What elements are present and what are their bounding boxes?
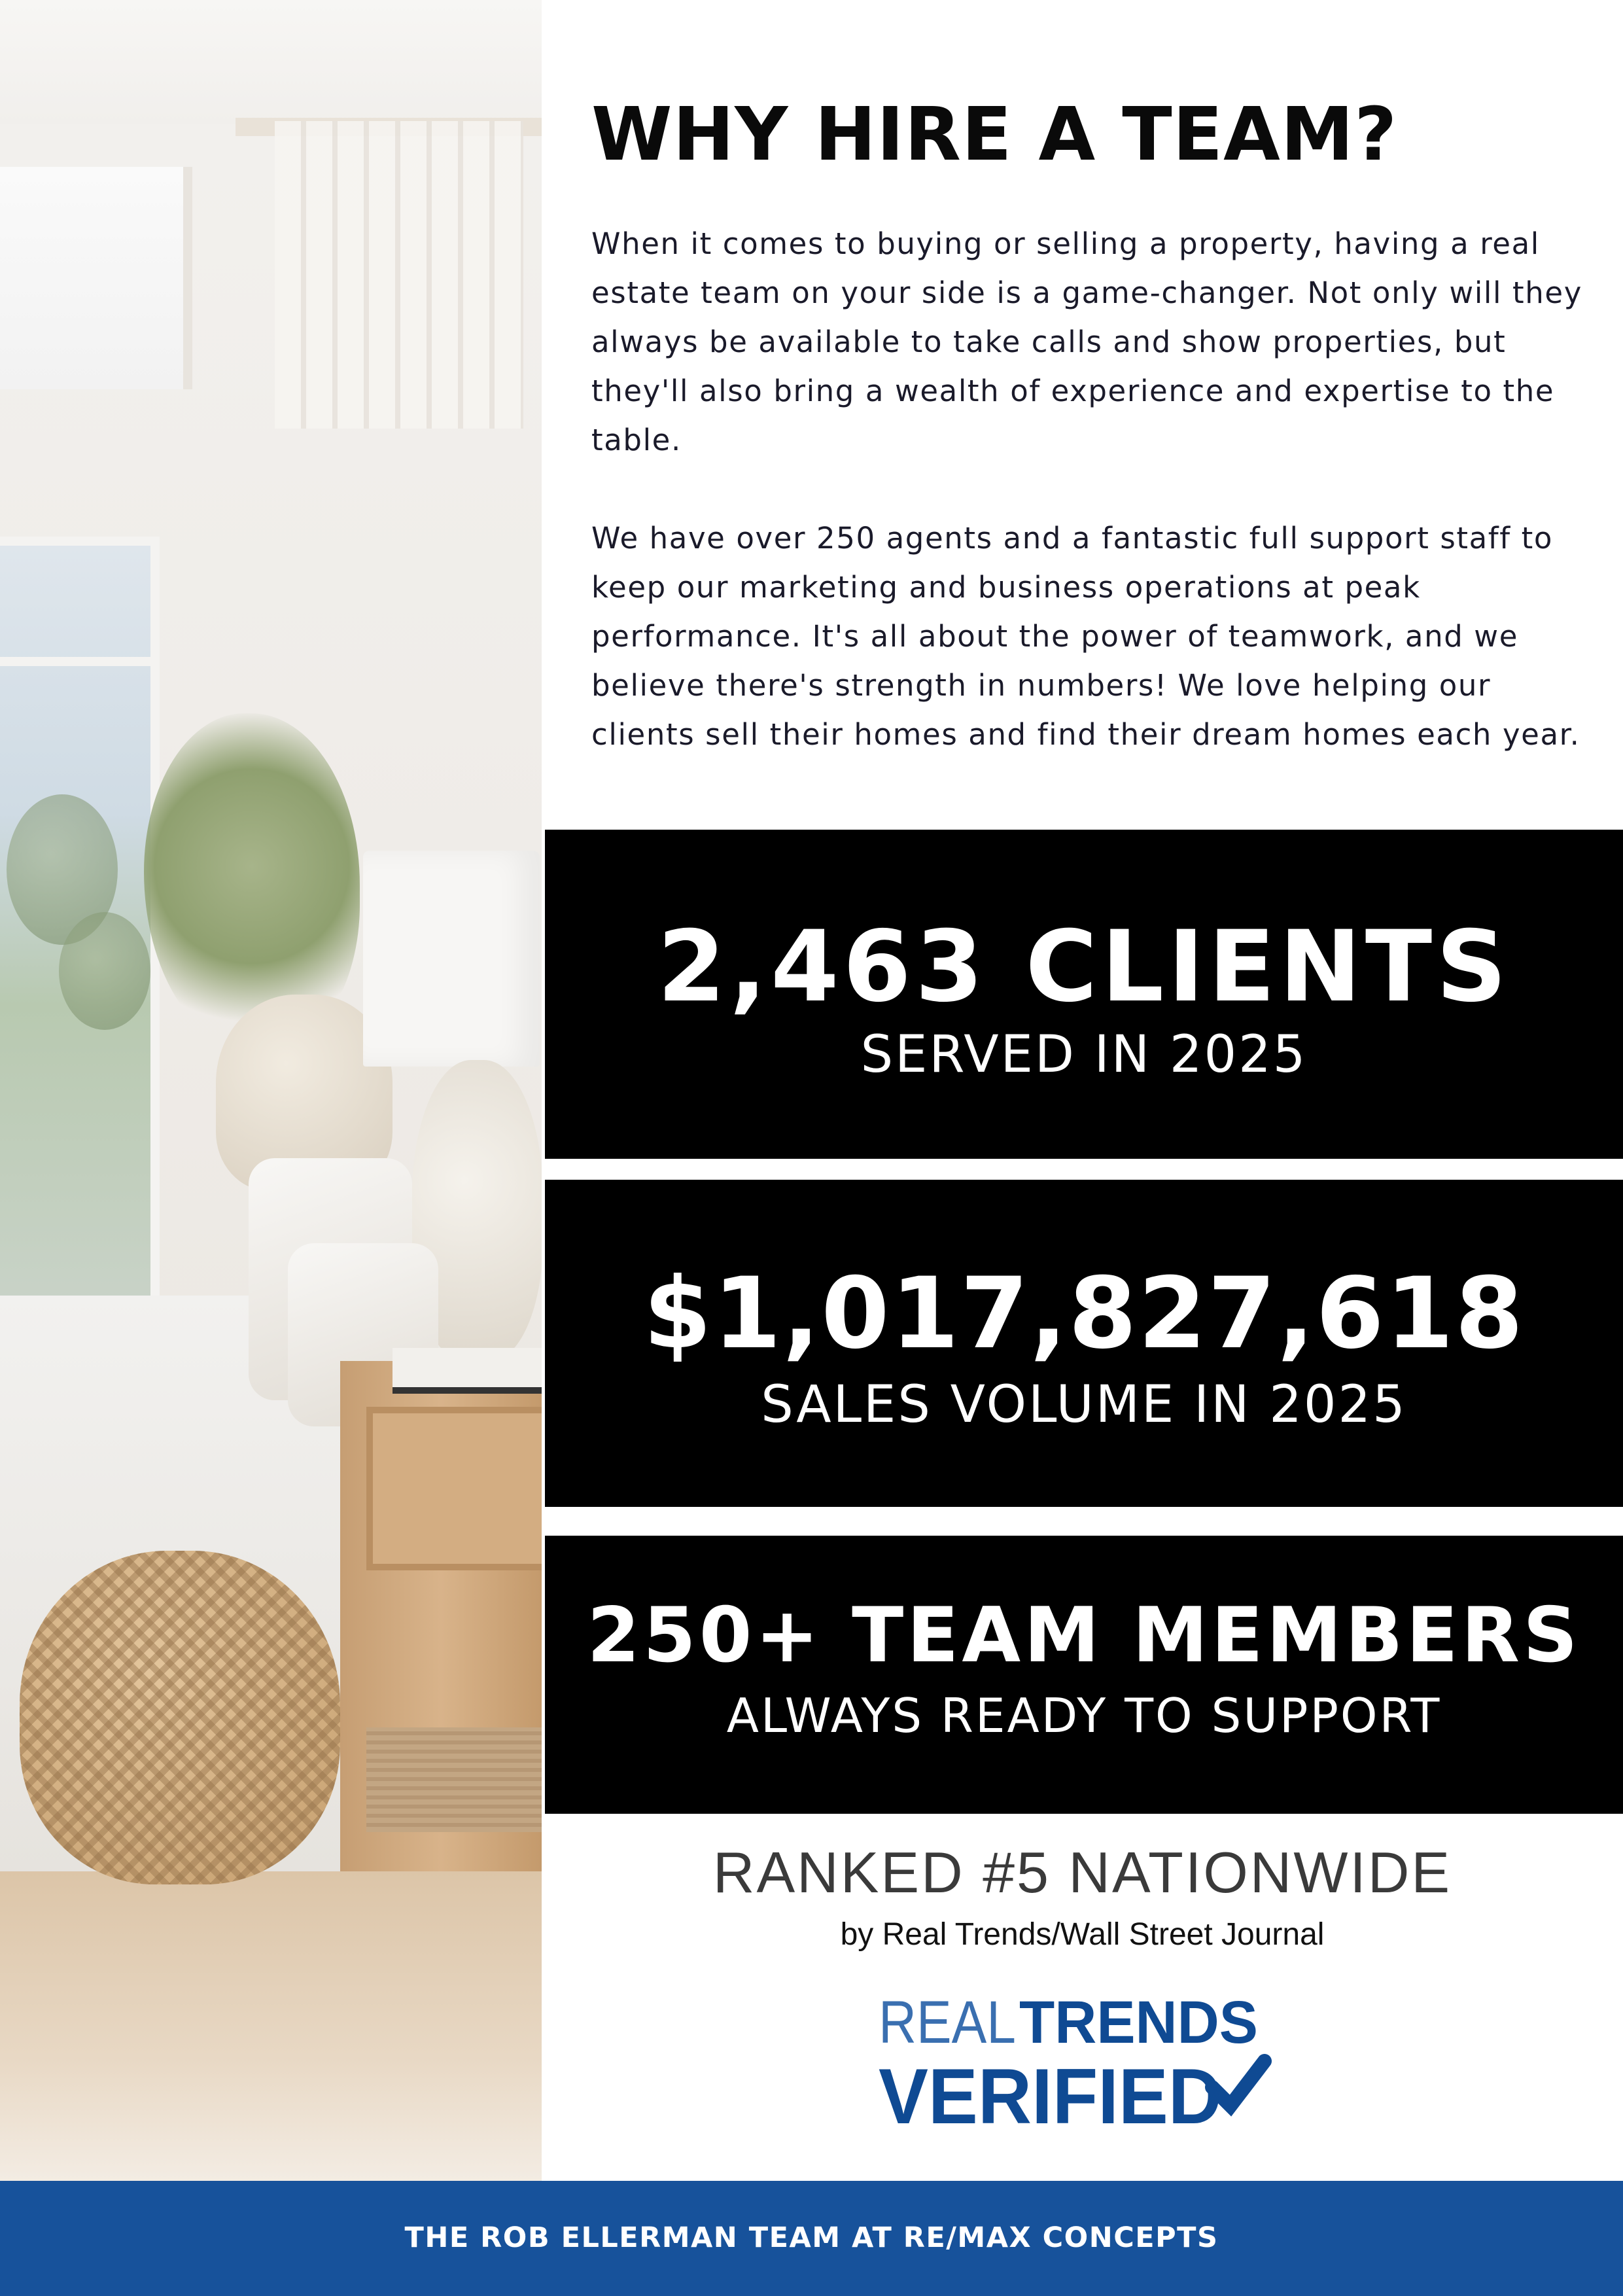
stat-headline: $1,017,827,618 bbox=[643, 1257, 1525, 1371]
footer-bar bbox=[0, 2181, 1623, 2296]
realtrends-verified-logo bbox=[872, 1989, 1278, 2140]
stat-block-clients bbox=[545, 830, 1623, 1159]
content-column bbox=[542, 0, 1623, 2181]
photo-books bbox=[393, 1348, 542, 1394]
ranking-source: by Real Trends/Wall Street Journal bbox=[840, 1917, 1325, 1952]
ranking-title: RANKED #5 NATIONWIDE bbox=[712, 1840, 1452, 1905]
stat-caption: SERVED IN 2025 bbox=[860, 1025, 1308, 1084]
logo-word-verified: VERIFIED bbox=[879, 2053, 1222, 2140]
intro-paragraph-2: We have over 250 agents and a fantastic full support staff to keep our marketing and business operations at peak performance. It's all about the power of teamwork, and we believe there's strength in numbers! We love helping our clients sell their homes and find their dream homes each year. bbox=[591, 521, 1580, 752]
stat-block-team-members bbox=[545, 1536, 1623, 1814]
photo-side-table bbox=[340, 1361, 542, 1950]
logo-word-real: REAL bbox=[879, 1989, 1016, 2056]
photo-upper-window bbox=[0, 167, 192, 389]
photo-ceiling bbox=[0, 0, 542, 124]
photo-window-mullion bbox=[0, 657, 150, 666]
photo-stair-railing bbox=[275, 121, 523, 429]
stat-caption: SALES VOLUME IN 2025 bbox=[761, 1375, 1407, 1434]
stat-block-sales-volume bbox=[545, 1180, 1623, 1507]
photo-table-drawer bbox=[366, 1407, 542, 1570]
photo-floor bbox=[0, 1871, 542, 2181]
stat-headline: 250+ TEAM MEMBERS bbox=[587, 1591, 1581, 1680]
photo-lamp-shade bbox=[363, 851, 540, 1067]
photo-table-shelf bbox=[366, 1727, 542, 1832]
interior-photo bbox=[0, 0, 542, 2181]
photo-window bbox=[0, 537, 160, 1320]
photo-pouf bbox=[20, 1551, 340, 1884]
intro-paragraph-1: When it comes to buying or selling a property, having a real estate team on your side is a game-changer. Not only will they always be available to take calls and show properties, but they'll also bring a wealth of experience and expertise to the table. bbox=[591, 226, 1582, 457]
stat-caption: ALWAYS READY TO SUPPORT bbox=[726, 1688, 1442, 1743]
page-title: WHY HIRE A TEAM? bbox=[591, 92, 1398, 177]
footer-text: THE ROB ELLERMAN TEAM AT RE/MAX CONCEPTS bbox=[404, 2221, 1219, 2254]
stat-headline: 2,463 CLIENTS bbox=[657, 910, 1511, 1024]
logo-word-trends: TRENDS bbox=[1019, 1989, 1258, 2056]
photo-tree bbox=[59, 912, 150, 1030]
